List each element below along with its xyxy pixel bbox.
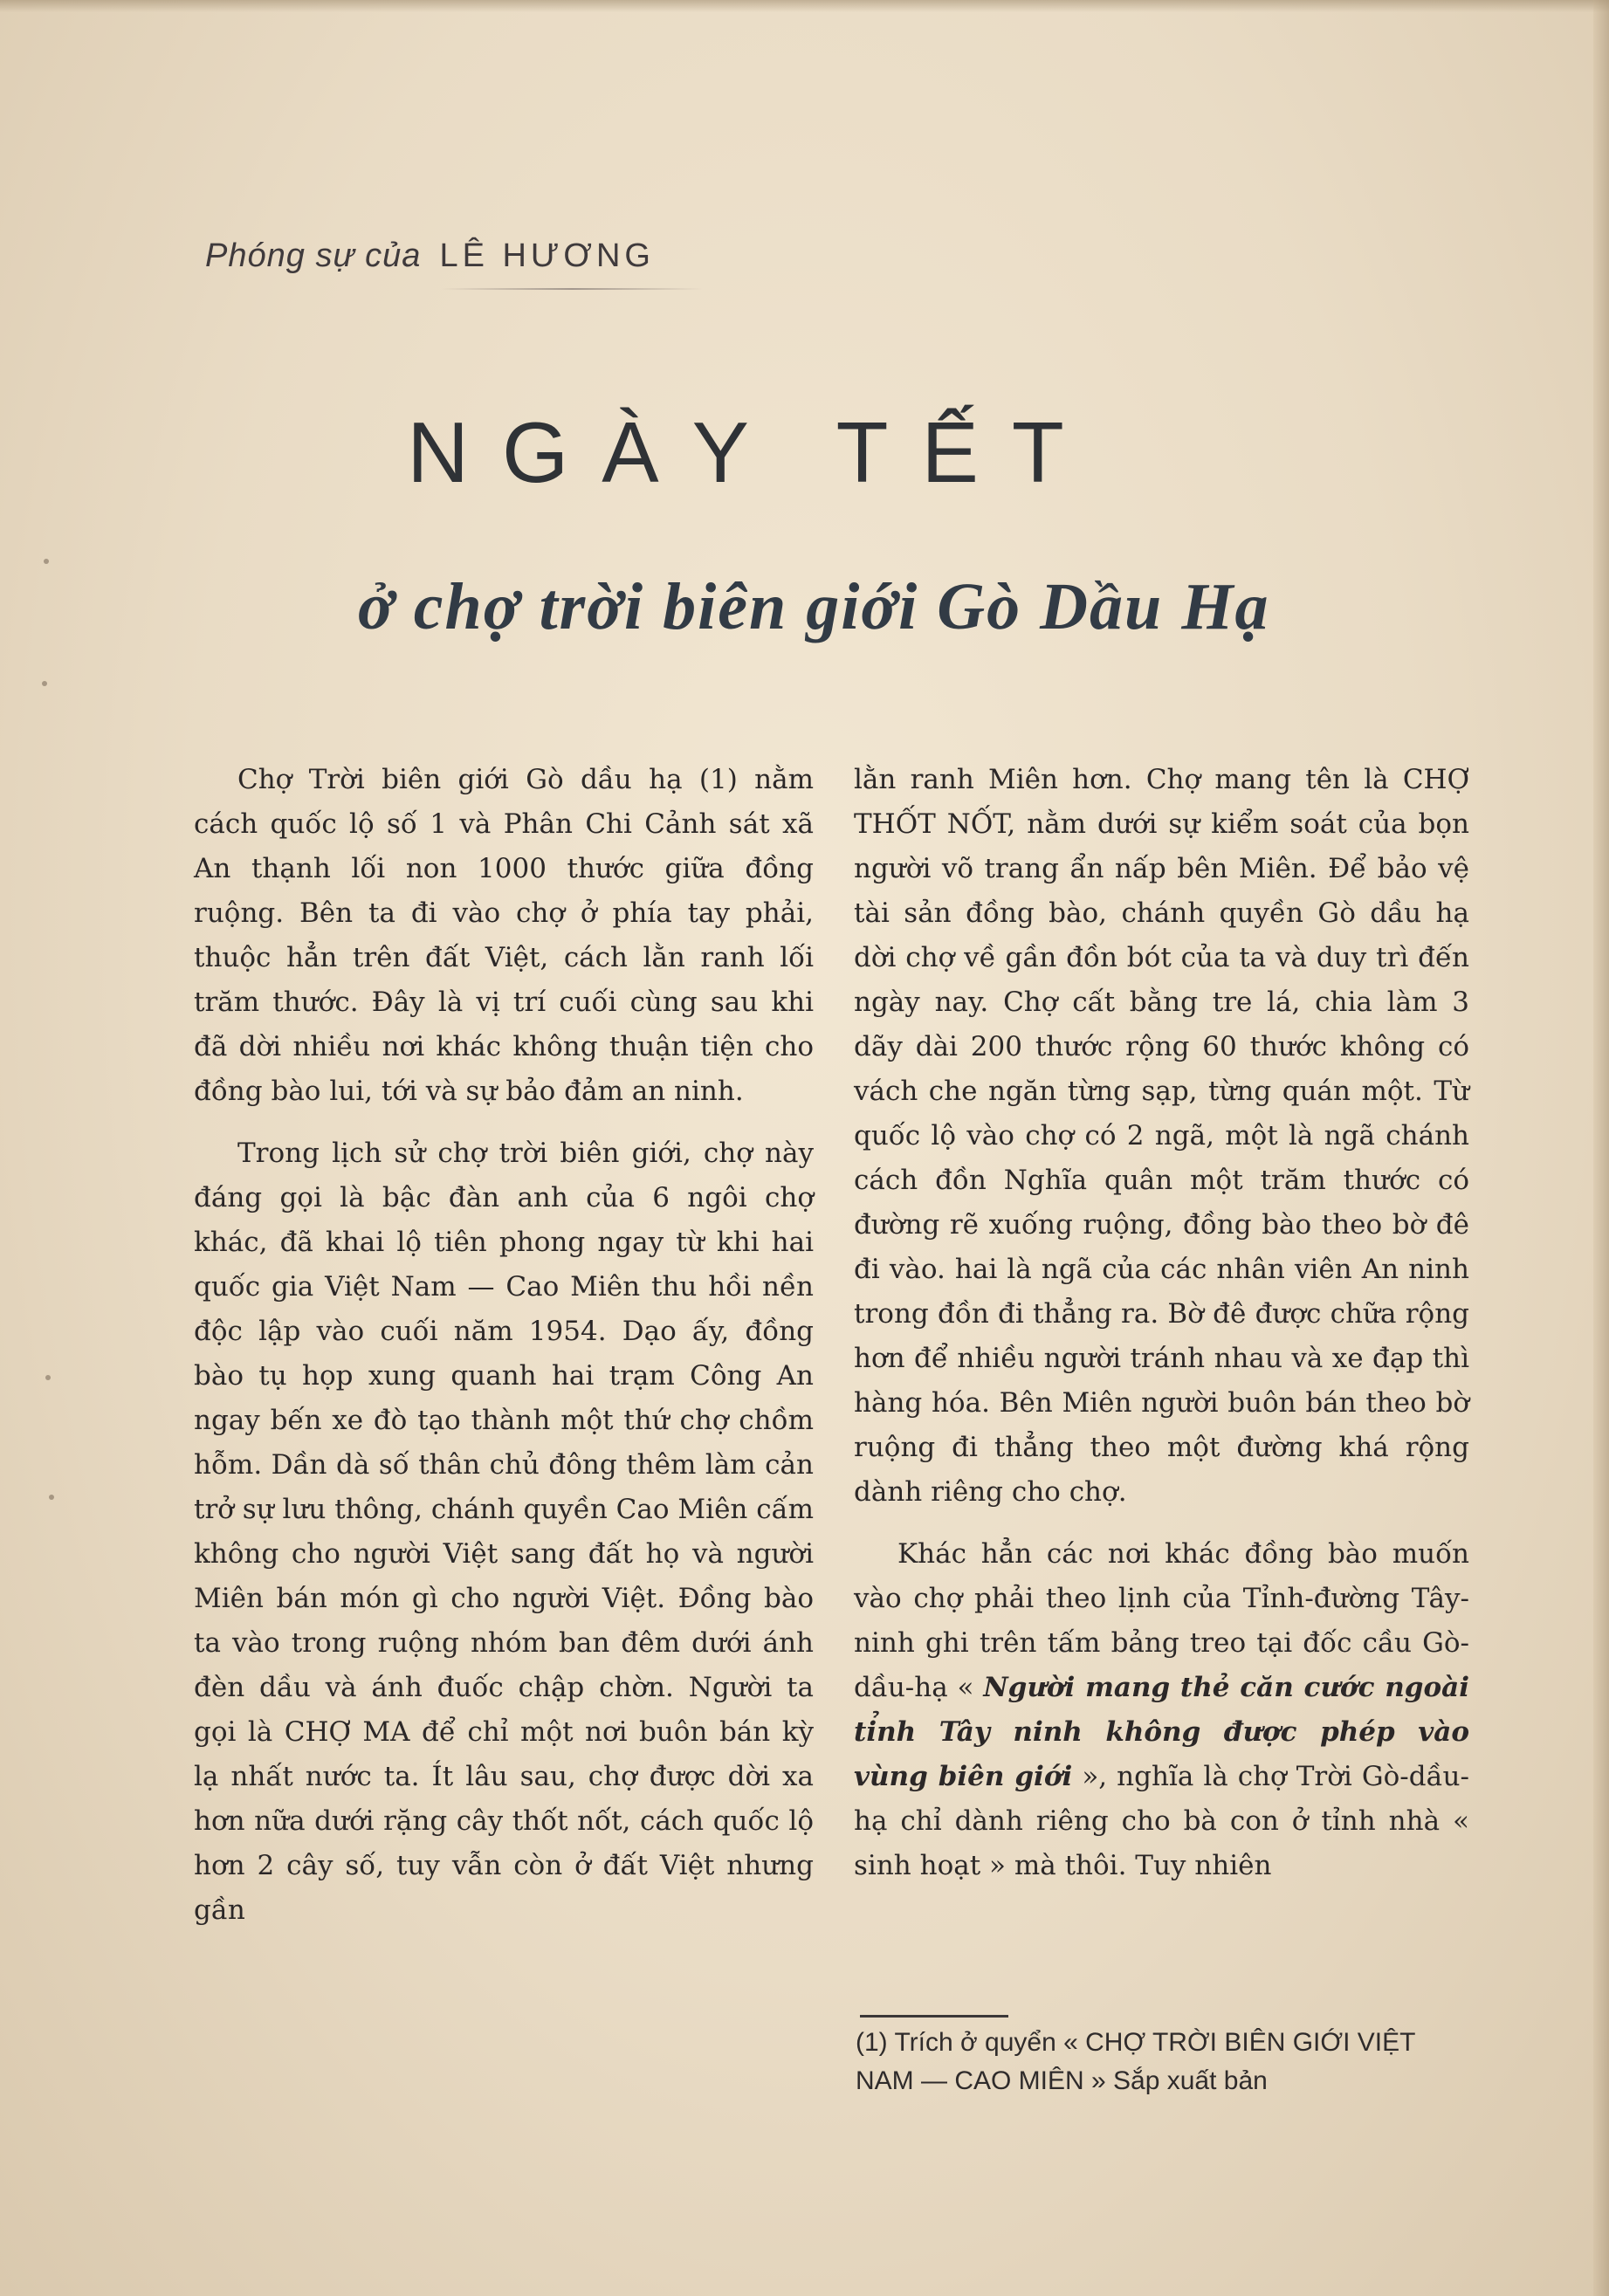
byline-underline bbox=[441, 288, 703, 290]
footnote-rule bbox=[860, 2015, 1008, 2018]
article-title: NGÀY TẾT bbox=[407, 404, 1097, 500]
right-paragraph-2 bbox=[854, 1532, 1469, 1888]
paper-speck bbox=[42, 681, 47, 686]
byline bbox=[205, 236, 655, 275]
byline-prefix: Phóng sự của bbox=[205, 237, 422, 274]
quoted-regulation: Người mang thẻ căn cước ngoài tỉnh Tây ninh không được phép vào vùng biên giới bbox=[854, 1672, 1469, 1792]
article-subtitle: ở chợ trời biên giới Gò Dầu Hạ bbox=[358, 570, 1270, 643]
right-paragraph-2-end: », nghĩa là chợ Trời Gò-dầu-hạ chỉ dành riêng cho bà con ở tỉnh nhà « sinh hoạt » mà thôi. Tuy nhiên bbox=[854, 1761, 1469, 1881]
byline-author: LÊ HƯƠNG bbox=[439, 237, 655, 274]
paper-speck bbox=[45, 1375, 51, 1380]
right-paragraph-2-start: Khác hẳn các nơi khác đồng bào muốn vào chợ phải theo lịnh của Tỉnh-đường Tây-ninh ghi trên tấm bảng treo tại đốc cầu Gò-dầu-hạ « bbox=[854, 1538, 1469, 1703]
paper-top-edge bbox=[0, 0, 1609, 12]
right-column bbox=[854, 758, 1469, 1906]
paper-speck bbox=[44, 559, 49, 564]
paper-right-edge bbox=[1593, 0, 1609, 2296]
paper-speck bbox=[49, 1495, 54, 1500]
left-paragraph-1: Chợ Trời biên giới Gò dầu hạ (1) nằm cách quốc lộ số 1 và Phân Chi Cảnh sát xã An thạnh lối non 1000 thước giữa đồng ruộng. Bên ta đi vào chợ ở phía tay phải, thuộc hẳn trên đất Việt, cách lằn ranh lối trăm thước. Đây là vị trí cuối cùng sau khi đã dời nhiều nơi khác không thuận tiện cho đồng bào lui, tới và sự bảo đảm an ninh. bbox=[194, 764, 814, 1107]
left-column bbox=[194, 758, 814, 1950]
left-paragraph-2: Trong lịch sử chợ trời biên giới, chợ này đáng gọi là bậc đàn anh của 6 ngôi chợ khác, đã khai lộ tiên phong ngay từ khi hai quốc gia Việt Nam — Cao Miên thu hồi nền độc lập vào cuối năm 1954. Dạo ấy, đồng bào tụ họp xung quanh hai trạm Công An ngay bến xe đò tạo thành một thứ chợ chồm hỗm. Dần dà số thân chủ đông thêm làm cản trở sự lưu thông, chánh quyền Cao Miên cấm không cho người Việt sang đất họ và người Miên bán món gì cho người Việt. Đồng bào ta vào trong ruộng nhóm ban đêm dưới ánh đèn dầu và ánh đuốc chập chờn. Người ta gọi là CHỢ MA để chỉ một nơi buôn bán kỳ lạ nhất nước ta. Ít lâu sau, chợ được dời xa hơn nữa dưới rặng cây thốt nốt, cách quốc lộ hơn 2 cây số, tuy vẫn còn ở đất Việt nhưng gần bbox=[194, 1138, 814, 1926]
footnote: (1) Trích ở quyển « CHỢ TRỜI BIÊN GIỚI VIỆT NAM — CAO MIÊN » Sắp xuất bản bbox=[856, 2028, 1415, 2095]
right-paragraph-1: lằn ranh Miên hơn. Chợ mang tên là CHỢ THỐT NỐT, nằm dưới sự kiểm soát của bọn người võ trang ẩn nấp bên Miên. Để bảo vệ tài sản đồng bào, chánh quyền Gò dầu hạ dời chợ về gần đồn bót của ta và duy trì đến ngày nay. Chợ cất bằng tre lá, chia làm 3 dãy dài 200 thước rộng 60 thước không có vách che ngăn từng sạp, từng quán một. Từ quốc lộ vào chợ có 2 ngã, một là ngã chánh cách đồn Nghĩa quân một trăm thước có đường rẽ xuống ruộng, đồng bào theo bờ đê đi vào. hai là ngã của các nhân viên An ninh trong đồn đi thẳng ra. Bờ đê được chữa rộng hơn để nhiều người tránh nhau và xe đạp thì hàng hóa. Bên Miên người buôn bán theo bờ ruộng đi thẳng theo một đường khá rộng dành riêng cho chợ. bbox=[854, 764, 1469, 1508]
